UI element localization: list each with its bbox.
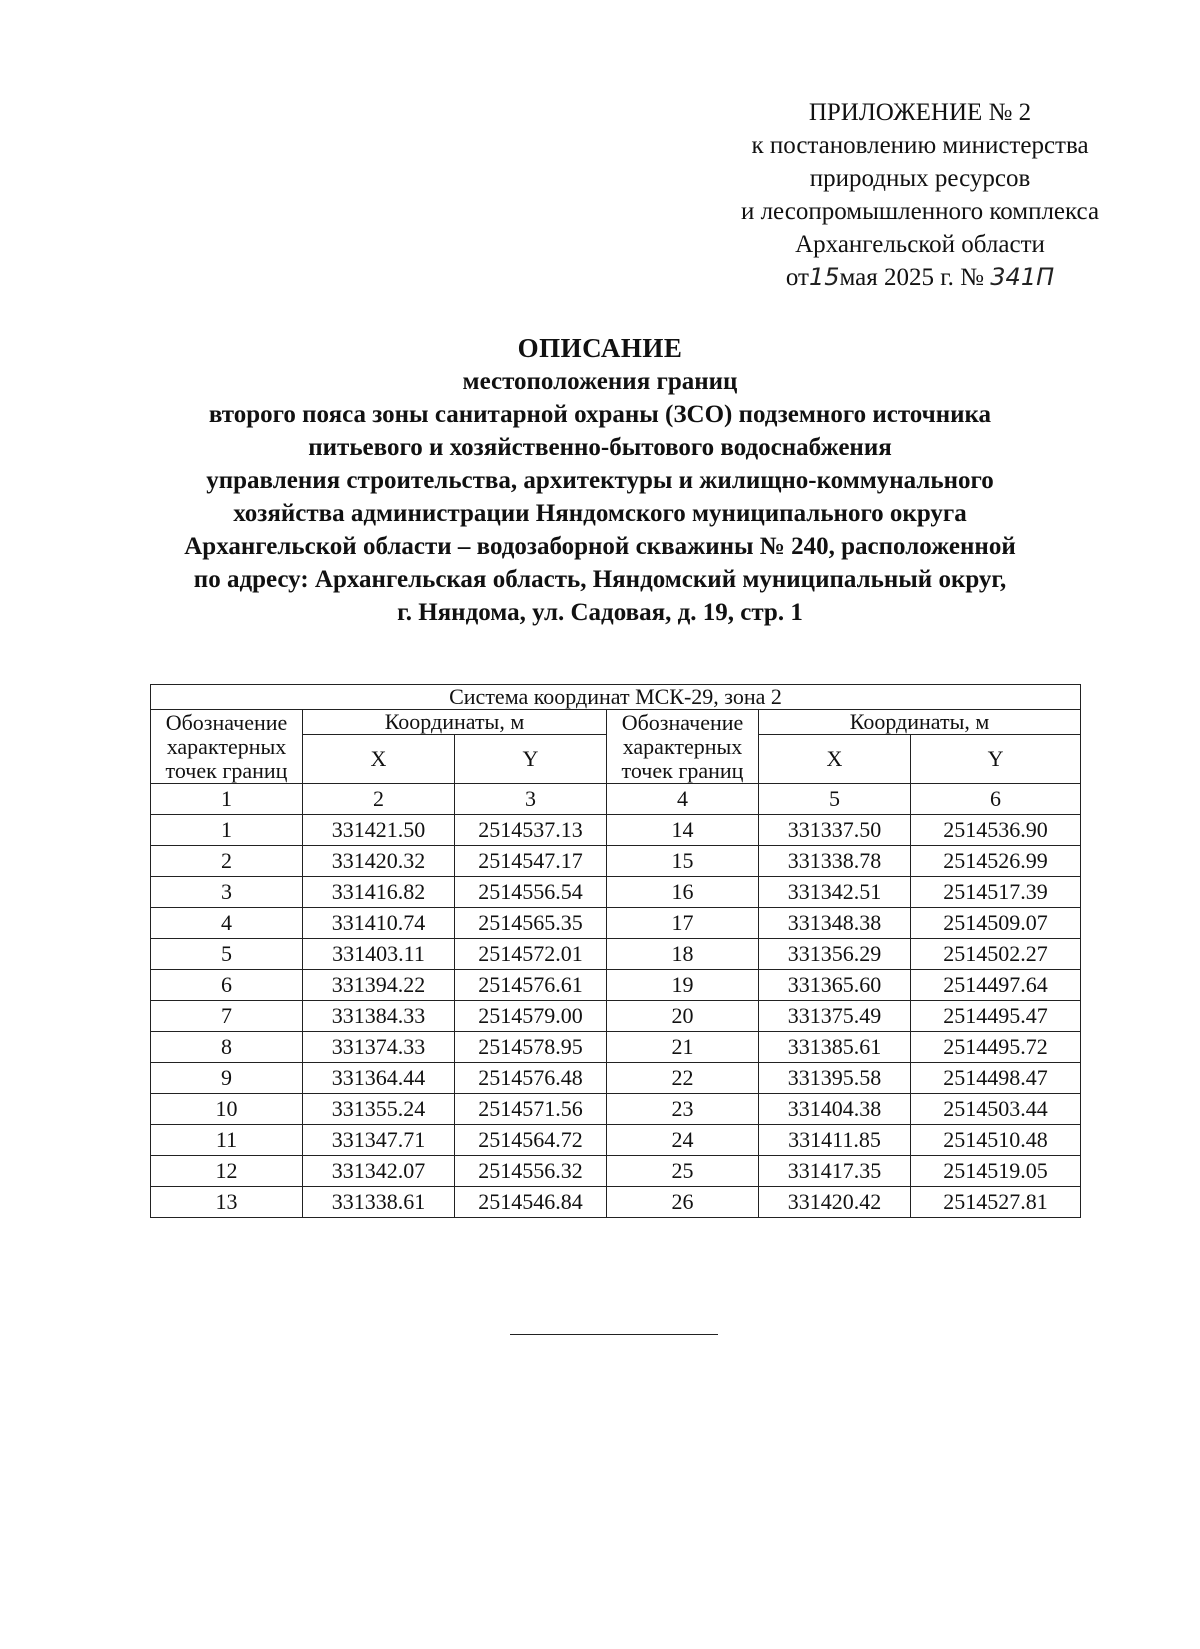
coord-y: 2514510.48 <box>911 1125 1081 1156</box>
coord-y: 2514571.56 <box>455 1094 607 1125</box>
coord-x: 331365.60 <box>759 970 911 1001</box>
coord-x: 331347.71 <box>303 1125 455 1156</box>
table-row <box>151 1156 1081 1187</box>
handwritten-number: 341П <box>990 263 1055 291</box>
title-line: второго пояса зоны санитарной охраны (ЗСО) подземного источника <box>208 401 992 428</box>
appendix-header <box>700 96 1140 294</box>
coord-x: 331384.33 <box>303 1001 455 1032</box>
handwritten-day: 15 <box>808 263 840 291</box>
title-line: по адресу: Архангельская область, Няндомский муниципальный округ, <box>193 566 1007 593</box>
title-line: питьевого и хозяйственно-бытового водоснабжения <box>308 434 892 461</box>
coord-x: 331356.29 <box>759 939 911 970</box>
separator-line <box>510 1334 718 1335</box>
coord-y: 2514497.64 <box>911 970 1081 1001</box>
coord-y: 2514536.90 <box>911 815 1081 846</box>
coord-x: 331337.50 <box>759 815 911 846</box>
table-row <box>151 1063 1081 1094</box>
table-row <box>151 908 1081 939</box>
coord-x: 331364.44 <box>303 1063 455 1094</box>
point-number: 14 <box>607 815 759 846</box>
title-line: хозяйства администрации Няндомского муниципального округа <box>233 500 967 527</box>
header-y: Y <box>911 735 1081 784</box>
point-number: 22 <box>607 1063 759 1094</box>
column-number: 6 <box>911 784 1081 815</box>
point-number: 19 <box>607 970 759 1001</box>
appendix-line: и лесопромышленного комплекса <box>740 198 1100 225</box>
coord-x: 331411.85 <box>759 1125 911 1156</box>
point-number: 2 <box>151 846 303 877</box>
point-number: 21 <box>607 1032 759 1063</box>
column-number: 2 <box>303 784 455 815</box>
column-number: 1 <box>151 784 303 815</box>
point-number: 24 <box>607 1125 759 1156</box>
table-row <box>151 846 1081 877</box>
appendix-line: к постановлению министерства <box>751 132 1089 159</box>
coord-x: 331394.22 <box>303 970 455 1001</box>
header-point-label: Обозначение характерных точек границ <box>607 710 759 784</box>
table-row <box>151 939 1081 970</box>
coord-y: 2514578.95 <box>455 1032 607 1063</box>
column-number: 4 <box>607 784 759 815</box>
coord-x: 331404.38 <box>759 1094 911 1125</box>
point-number: 18 <box>607 939 759 970</box>
coord-y: 2514502.27 <box>911 939 1081 970</box>
coord-x: 331338.78 <box>759 846 911 877</box>
title-line: Архангельской области – водозаборной скважины № 240, расположенной <box>184 533 1016 560</box>
point-number: 3 <box>151 877 303 908</box>
column-number: 5 <box>759 784 911 815</box>
coord-y: 2514503.44 <box>911 1094 1081 1125</box>
table-row <box>151 1125 1081 1156</box>
title-line: г. Няндома, ул. Садовая, д. 19, стр. 1 <box>397 599 803 626</box>
table-row <box>151 815 1081 846</box>
coord-y: 2514519.05 <box>911 1156 1081 1187</box>
coord-y: 2514572.01 <box>455 939 607 970</box>
title-line: управления строительства, архитектуры и жилищно-коммунального <box>206 467 994 494</box>
point-number: 25 <box>607 1156 759 1187</box>
coord-x: 331385.61 <box>759 1032 911 1063</box>
coord-y: 2514579.00 <box>455 1001 607 1032</box>
coord-y: 2514565.35 <box>455 908 607 939</box>
table-row <box>151 1094 1081 1125</box>
coord-y: 2514537.13 <box>455 815 607 846</box>
coord-y: 2514509.07 <box>911 908 1081 939</box>
point-number: 15 <box>607 846 759 877</box>
table-row <box>151 1032 1081 1063</box>
coord-y: 2514556.54 <box>455 877 607 908</box>
coord-y: 2514547.17 <box>455 846 607 877</box>
coord-x: 331395.58 <box>759 1063 911 1094</box>
coord-x: 331342.51 <box>759 877 911 908</box>
point-number: 4 <box>151 908 303 939</box>
point-number: 11 <box>151 1125 303 1156</box>
point-number: 9 <box>151 1063 303 1094</box>
coord-y: 2514576.48 <box>455 1063 607 1094</box>
coord-y: 2514498.47 <box>911 1063 1081 1094</box>
coord-y: 2514526.99 <box>911 846 1081 877</box>
column-number: 3 <box>455 784 607 815</box>
point-number: 8 <box>151 1032 303 1063</box>
title-line: местоположения границ <box>462 368 738 395</box>
coord-y: 2514556.32 <box>455 1156 607 1187</box>
table-row <box>151 877 1081 908</box>
table-row <box>151 1187 1081 1218</box>
table-caption: Система координат МСК-29, зона 2 <box>151 685 1081 710</box>
header-coords-label: Координаты, м <box>303 710 607 735</box>
point-number: 26 <box>607 1187 759 1218</box>
document-title <box>100 332 1100 629</box>
date-prefix: от <box>785 264 809 291</box>
appendix-line: природных ресурсов <box>809 165 1031 192</box>
coord-y: 2514576.61 <box>455 970 607 1001</box>
coord-y: 2514546.84 <box>455 1187 607 1218</box>
coord-x: 331420.42 <box>759 1187 911 1218</box>
coord-x: 331348.38 <box>759 908 911 939</box>
coord-x: 331417.35 <box>759 1156 911 1187</box>
coord-x: 331338.61 <box>303 1187 455 1218</box>
point-number: 7 <box>151 1001 303 1032</box>
date-rest: мая 2025 г. № <box>839 264 985 291</box>
coord-x: 331420.32 <box>303 846 455 877</box>
point-number: 13 <box>151 1187 303 1218</box>
header-x: X <box>759 735 911 784</box>
point-number: 20 <box>607 1001 759 1032</box>
point-number: 6 <box>151 970 303 1001</box>
header-coords-label: Координаты, м <box>759 710 1081 735</box>
coord-y: 2514564.72 <box>455 1125 607 1156</box>
point-number: 17 <box>607 908 759 939</box>
coord-x: 331403.11 <box>303 939 455 970</box>
coord-x: 331421.50 <box>303 815 455 846</box>
coord-x: 331342.07 <box>303 1156 455 1187</box>
appendix-date-line <box>700 261 1140 294</box>
coord-x: 331374.33 <box>303 1032 455 1063</box>
table-row <box>151 970 1081 1001</box>
title-main: ОПИСАНИЕ <box>517 333 683 363</box>
header-point-label: Обозначение характерных точек границ <box>151 710 303 784</box>
appendix-title: ПРИЛОЖЕНИЕ № 2 <box>808 99 1032 126</box>
point-number: 16 <box>607 877 759 908</box>
header-y: Y <box>455 735 607 784</box>
point-number: 23 <box>607 1094 759 1125</box>
point-number: 1 <box>151 815 303 846</box>
coord-x: 331375.49 <box>759 1001 911 1032</box>
point-number: 5 <box>151 939 303 970</box>
column-number-row <box>151 784 1081 815</box>
coord-y: 2514495.72 <box>911 1032 1081 1063</box>
coord-y: 2514527.81 <box>911 1187 1081 1218</box>
appendix-line: Архангельской области <box>795 231 1045 258</box>
table-row <box>151 1001 1081 1032</box>
coord-x: 331410.74 <box>303 908 455 939</box>
coordinates-table <box>150 684 1081 1218</box>
coord-y: 2514517.39 <box>911 877 1081 908</box>
coord-y: 2514495.47 <box>911 1001 1081 1032</box>
point-number: 10 <box>151 1094 303 1125</box>
coord-x: 331355.24 <box>303 1094 455 1125</box>
coord-x: 331416.82 <box>303 877 455 908</box>
header-x: X <box>303 735 455 784</box>
point-number: 12 <box>151 1156 303 1187</box>
